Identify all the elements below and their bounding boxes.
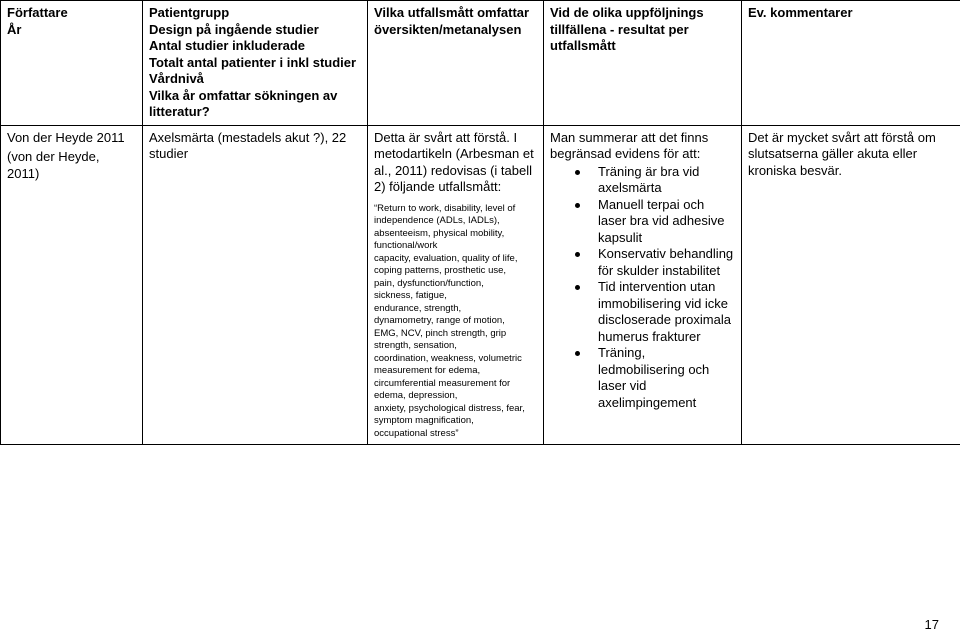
results-intro: Man summerar att det finns begränsad evidens för att: — [550, 129, 709, 161]
cell-outcome-measures — [368, 125, 544, 445]
list-item: Manuell terpai och laser bra vid adhesive kapsulit — [550, 197, 734, 247]
list-item: Träning är bra vid axelsmärta — [550, 164, 734, 197]
table-header-row — [1, 1, 960, 126]
header-comments: Ev. kommentarer — [742, 1, 960, 126]
measures-quote: “Return to work, disability, level of independence (ADLs, IADLs), absenteeism, physical mobility, functional/work capacity, evaluation, quality of life, coping patterns, prosthetic use, pain, dysfunction/function, sickness, fatigue, endurance, strength, dynamometry, range of motion, EMG, NCV, pinch strength, grip strength, sensation, coordination, weakness, volumetric measurement for edema, circumferential measurement for edema, depression, anxiety, psychological distress, fear, symptom magnification, occupational stress” — [374, 202, 525, 439]
header-outcome-measures: Vilka utfallsmått omfattar översikten/metanalysen — [368, 1, 544, 126]
cell-results — [544, 125, 742, 445]
page-number: 17 — [924, 617, 939, 632]
list-item: Konservativ behandling för skulder instabilitet — [550, 246, 734, 279]
results-list — [550, 164, 734, 412]
cell-author: Von der Heyde 2011 (von der Heyde, 2011) — [1, 125, 143, 445]
header-results: Vid de olika uppföljnings tillfällena - resultat per utfallsmått — [544, 1, 742, 126]
header-author-year: Författare År — [1, 1, 143, 126]
cell-population: Axelsmärta (mestadels akut ?), 22 studier — [143, 125, 368, 445]
measures-intro: Detta är svårt att förstå. I metodartikeln (Arbesman et al., 2011) redovisas (i tabell 2) följande utfallsmått: — [374, 129, 534, 194]
list-item: Träning, ledmobilisering och laser vid axelimpingement — [550, 345, 734, 411]
header-patient-group: Patientgrupp Design på ingående studier Antal studier inkluderade Totalt antal patienter i inkl studier Vårdnivå Vilka år omfattar sökningen av litteratur? — [143, 1, 368, 126]
list-item: Tid intervention utan immobilisering vid icke discloserade proximala humerus frakturer — [550, 279, 734, 345]
table-row — [1, 125, 960, 445]
cell-comment: Det är mycket svårt att förstå om slutsatserna gäller akuta eller kroniska besvär. — [742, 125, 960, 445]
